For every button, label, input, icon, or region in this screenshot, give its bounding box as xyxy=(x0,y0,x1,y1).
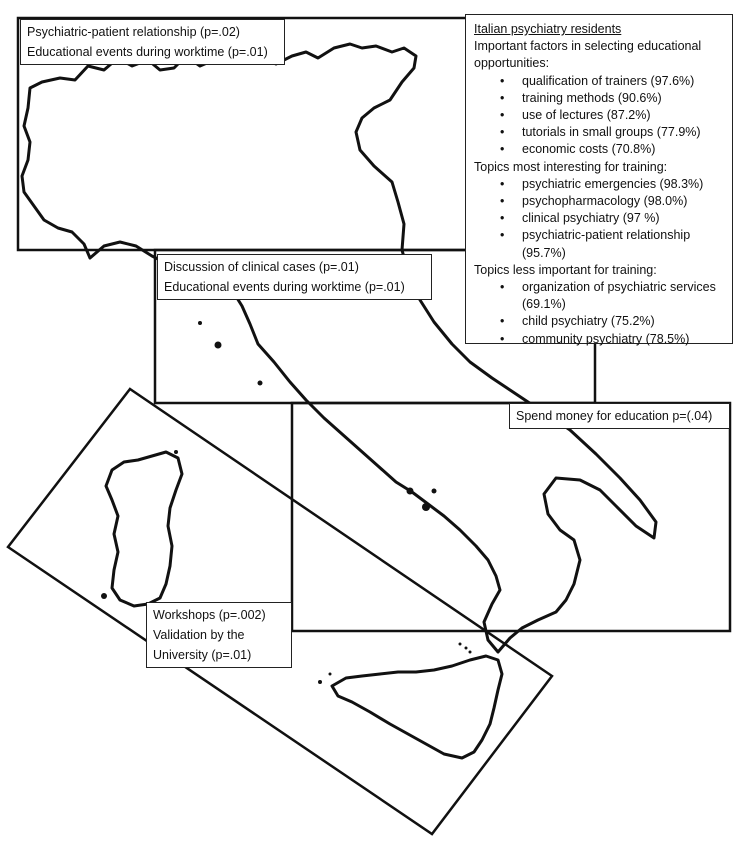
list-item: • organization of psychiatric services (69.1%) xyxy=(522,279,724,313)
north-region-line-1: Psychiatric-patient relationship (p=.02) xyxy=(27,25,240,39)
section-heading: Topics less important for training: xyxy=(474,262,657,277)
section-list xyxy=(474,279,724,348)
islands-region-line-2: Validation by the University (p=.01) xyxy=(153,628,252,662)
south-region-label xyxy=(509,403,730,429)
list-item: • clinical psychiatry (97 %) xyxy=(522,210,724,227)
section-heading: Topics most interesting for training: xyxy=(474,159,668,174)
list-item: • psychopharmacology (98.0%) xyxy=(522,193,724,210)
islands-region-label xyxy=(146,602,292,668)
sicily-outline xyxy=(332,656,502,758)
section-list xyxy=(474,176,724,262)
summary-panel xyxy=(465,14,733,344)
north-region-line-2: Educational events during worktime (p=.01) xyxy=(27,45,268,59)
list-item: • use of lectures (87.2%) xyxy=(522,107,724,124)
center-region-line-2: Educational events during worktime (p=.01) xyxy=(164,280,405,294)
section-heading: Important factors in selecting educational opportunities: xyxy=(474,39,702,71)
list-item: • training methods (90.6%) xyxy=(522,90,724,107)
list-item: • psychiatric-patient relationship (95.7%) xyxy=(522,227,724,261)
list-item: • tutorials in small groups (77.9%) xyxy=(522,124,724,141)
south-region-box xyxy=(292,403,730,631)
center-region-line-1: Discussion of clinical cases (p=.01) xyxy=(164,260,359,274)
sardinia-outline xyxy=(106,452,182,606)
list-item: • qualification of trainers (97.6%) xyxy=(522,73,724,90)
list-item: • psychiatric emergencies (98.3%) xyxy=(522,176,724,193)
list-item: • child psychiatry (75.2%) xyxy=(522,313,724,330)
list-item: • community psychiatry (78.5%) xyxy=(522,331,724,348)
section-list xyxy=(474,73,724,159)
north-region-label xyxy=(20,19,285,65)
list-item: • economic costs (70.8%) xyxy=(522,141,724,158)
south-region-line-1: Spend money for education p=(.04) xyxy=(516,409,713,423)
summary-title: Italian psychiatry residents xyxy=(474,22,622,36)
center-region-label xyxy=(157,254,432,300)
islands-region-line-1: Workshops (p=.002) xyxy=(153,608,266,622)
